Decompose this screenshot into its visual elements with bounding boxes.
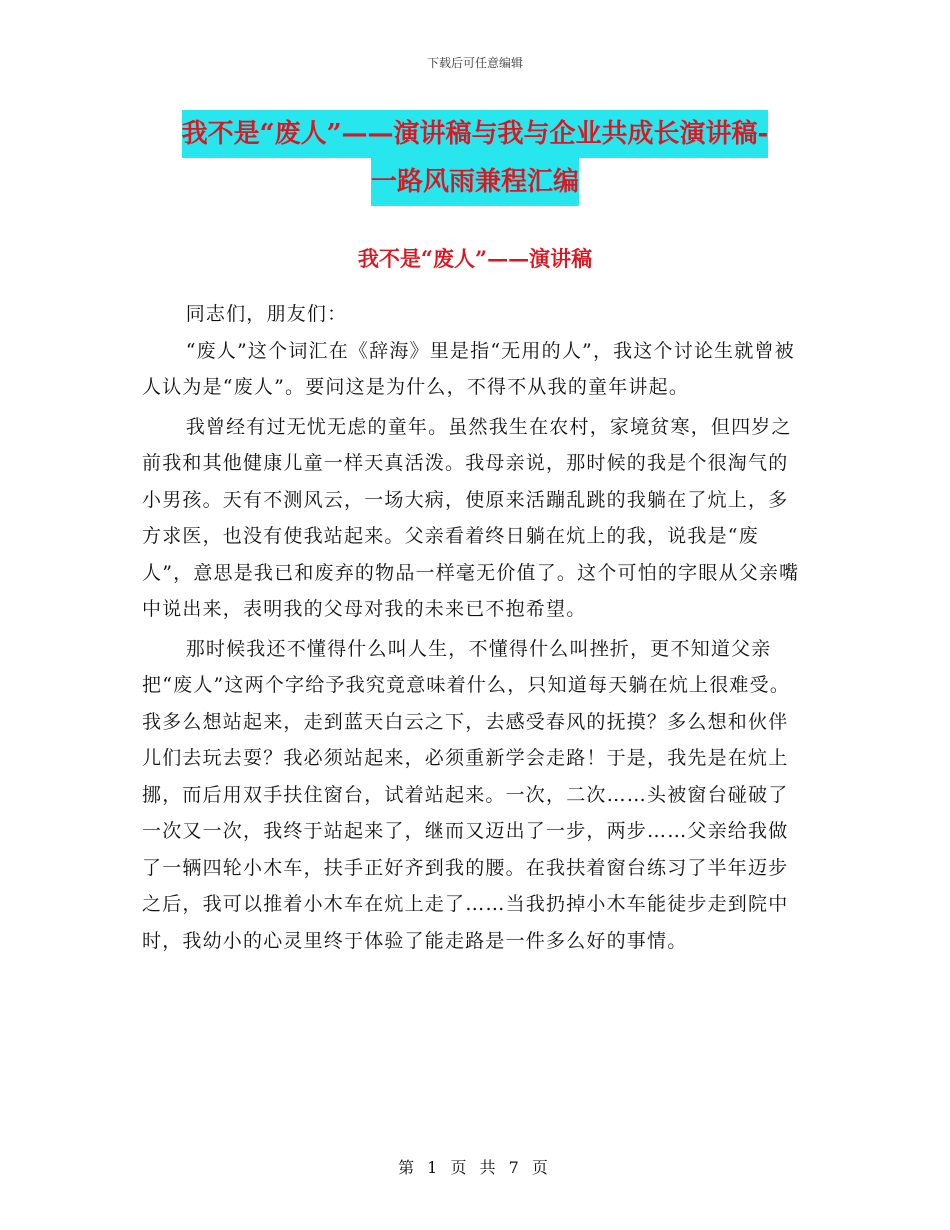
paragraph-greeting: 同志们，朋友们： <box>185 303 348 325</box>
document-title <box>140 110 810 206</box>
paragraph: 我曾经有过无忧无虑的童年。虽然我生在农村，家境贫寒，但四岁之前我和其他健康儿童一样天真活泼。我母亲说，那时候的我是个很淘气的小男孩。天有不测风云，一场大病，使原来活蹦乱跳的我躺在了炕上，多方求医，也没有使我站起来。父亲看着终日躺在炕上的我，说我是“废人”，意思是我已和废弃的物品一样毫无价值了。这个可怕的字眼从父亲嘴中说出来，表明我的父母对我的未来已不抱希望。 <box>142 415 800 620</box>
page-header-note: 下载后可任意编辑 <box>426 56 523 70</box>
speech-title: 我不是“废人”——演讲稿 <box>357 246 593 271</box>
title-line-2: 一路风雨兼程汇编 <box>371 158 579 206</box>
title-line-1: 我不是“废人”——演讲稿与我与企业共成长演讲稿- <box>182 110 769 158</box>
speech-body <box>142 296 808 959</box>
page-number: 第 1 页 共 7 页 <box>398 1158 552 1177</box>
paragraph: 那时候我还不懂得什么叫人生，不懂得什么叫挫折，更不知道父亲把“废人”这两个字给予我究竟意味着什么，只知道每天躺在炕上很难受。我多么想站起来，走到蓝天白云之下，去感受春风的抚摸？多么想和伙伴儿们去玩去耍？我必须站起来，必须重新学会走路！于是，我先是在炕上挪，而后用双手扶住窗台，试着站起来。一次，二次……头被窗台碰破了一次又一次，我终于站起来了，继而又迈出了一步，两步……父亲给我做了一辆四轮小木车，扶手正好齐到我的腰。在我扶着窗台练习了半年迈步之后，我可以推着小木车在炕上走了……当我扔掉小木车能徒步走到院中时，我幼小的心灵里终于体验了能走路是一件多么好的事情。 <box>142 637 791 952</box>
paragraph: “废人”这个词汇在《辞海》里是指“无用的人”，我这个讨论生就曾被人认为是“废人”。要问这是为什么，不得不从我的童年讲起。 <box>142 339 795 398</box>
